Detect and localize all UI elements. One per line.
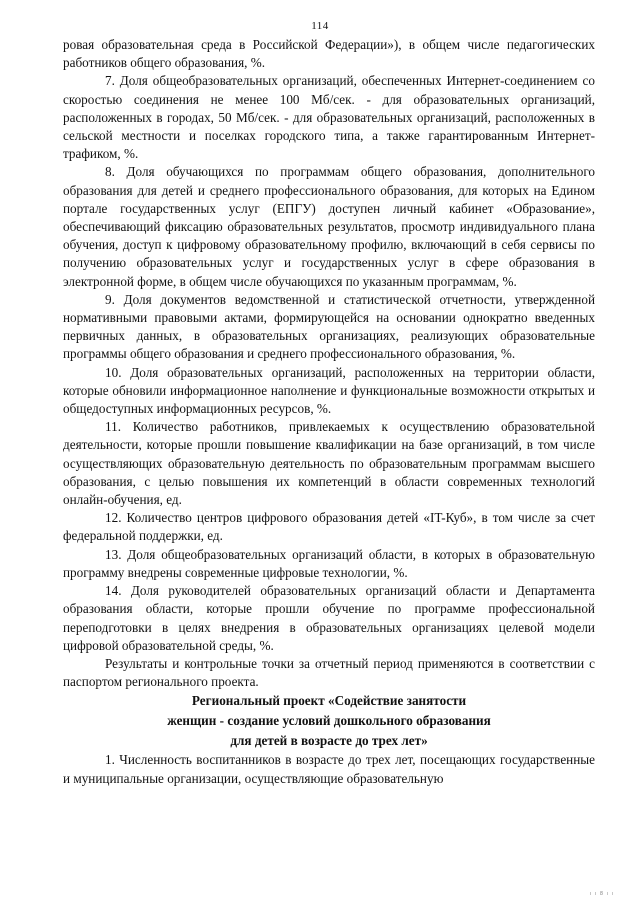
section-heading-line-3: для детей в возрасте до трех лет» <box>230 733 428 749</box>
section-heading-line-2: женщин - создание условий дошкольного образования <box>167 713 491 729</box>
section-heading-line-1: Региональный проект «Содействие занятости <box>191 693 467 709</box>
paragraph-item-7: 7. Доля общеобразовательных организаций, обеспеченных Интернет-соединением со скоростью соединения не менее 100 Мб/сек. - для образовательных организаций, расположенных в городах, 50 Мб/сек. - для образовательных организаций, расположенных в сельской местности и поселках городского типа, а также гарантированным Интернет-трафиком, %. <box>63 73 595 162</box>
footer-mark: ı ı 8 ı ı <box>589 891 614 897</box>
paragraph-results: Результаты и контрольные точки за отчетный период применяются в соответствии с паспортом регионального проекта. <box>63 655 595 690</box>
paragraph-item-11: 11. Количество работников, привлекаемых к осуществлению образовательной деятельности, которые прошли повышение квалификации на базе организаций, в том числе осуществляющих образовательную деятельность по образовательным программам высшего образования, с целью повышения их компетенций в области современных технологий онлайн-обучения, ед. <box>63 419 595 508</box>
paragraph-item-9: 9. Доля документов ведомственной и статистической отчетности, утвержденной нормативными правовыми актами, формирующейся на основании однократно введенных первичных данных, в образовательных организациях, реализующих образовательные программы общего образования и среднего профессионального образования, %. <box>63 291 595 362</box>
paragraph-section-item-1: 1. Численность воспитанников в возрасте до трех лет, посещающих государственные и муниципальные организации, осуществляющие образовательную <box>63 752 595 786</box>
paragraph-item-13: 13. Доля общеобразовательных организаций области, в которых в образовательную программу внедрены современные цифровые технологии, %. <box>63 546 595 580</box>
paragraph-continuation: ровая образовательная среда в Российской Федерации»), в общем числе педагогических работников общего образования, %. <box>63 37 595 71</box>
paragraph-item-10: 10. Доля образовательных организаций, расположенных на территории области, которые обновили информационное наполнение и функциональные возможности открытых и общедоступных информационных ресурсов, %. <box>63 364 595 417</box>
paragraph-item-14: 14. Доля руководителей образовательных организаций области и Департамента образования области, которые прошли обучение по программе профессиональной переподготовки в целях внедрения в образовательных организациях целевой модели цифровой образовательной среды, %. <box>63 583 595 653</box>
document-body <box>63 36 595 788</box>
section-heading <box>63 691 595 751</box>
paragraph-item-12: 12. Количество центров цифрового образования детей «IT-Куб», в том числе за счет федеральной поддержки, ед. <box>63 510 595 544</box>
paragraph-item-8: 8. Доля обучающихся по программам общего образования, дополнительного образования для детей и среднего профессионального образования, для которых на Едином портале государственных услуг (ЕПГУ) доступен личный кабинет «Образование», обеспечивающий фиксацию образовательных результатов, просмотр индивидуального плана обучения, доступ к цифровому образовательному профилю, включающий в себя сервисы по получению образовательных услуг и государственных услуг в сфере образования в электронной форме, в общем числе обучающихся по указанным программам, %. <box>63 164 595 289</box>
page-number: 114 <box>311 20 329 32</box>
